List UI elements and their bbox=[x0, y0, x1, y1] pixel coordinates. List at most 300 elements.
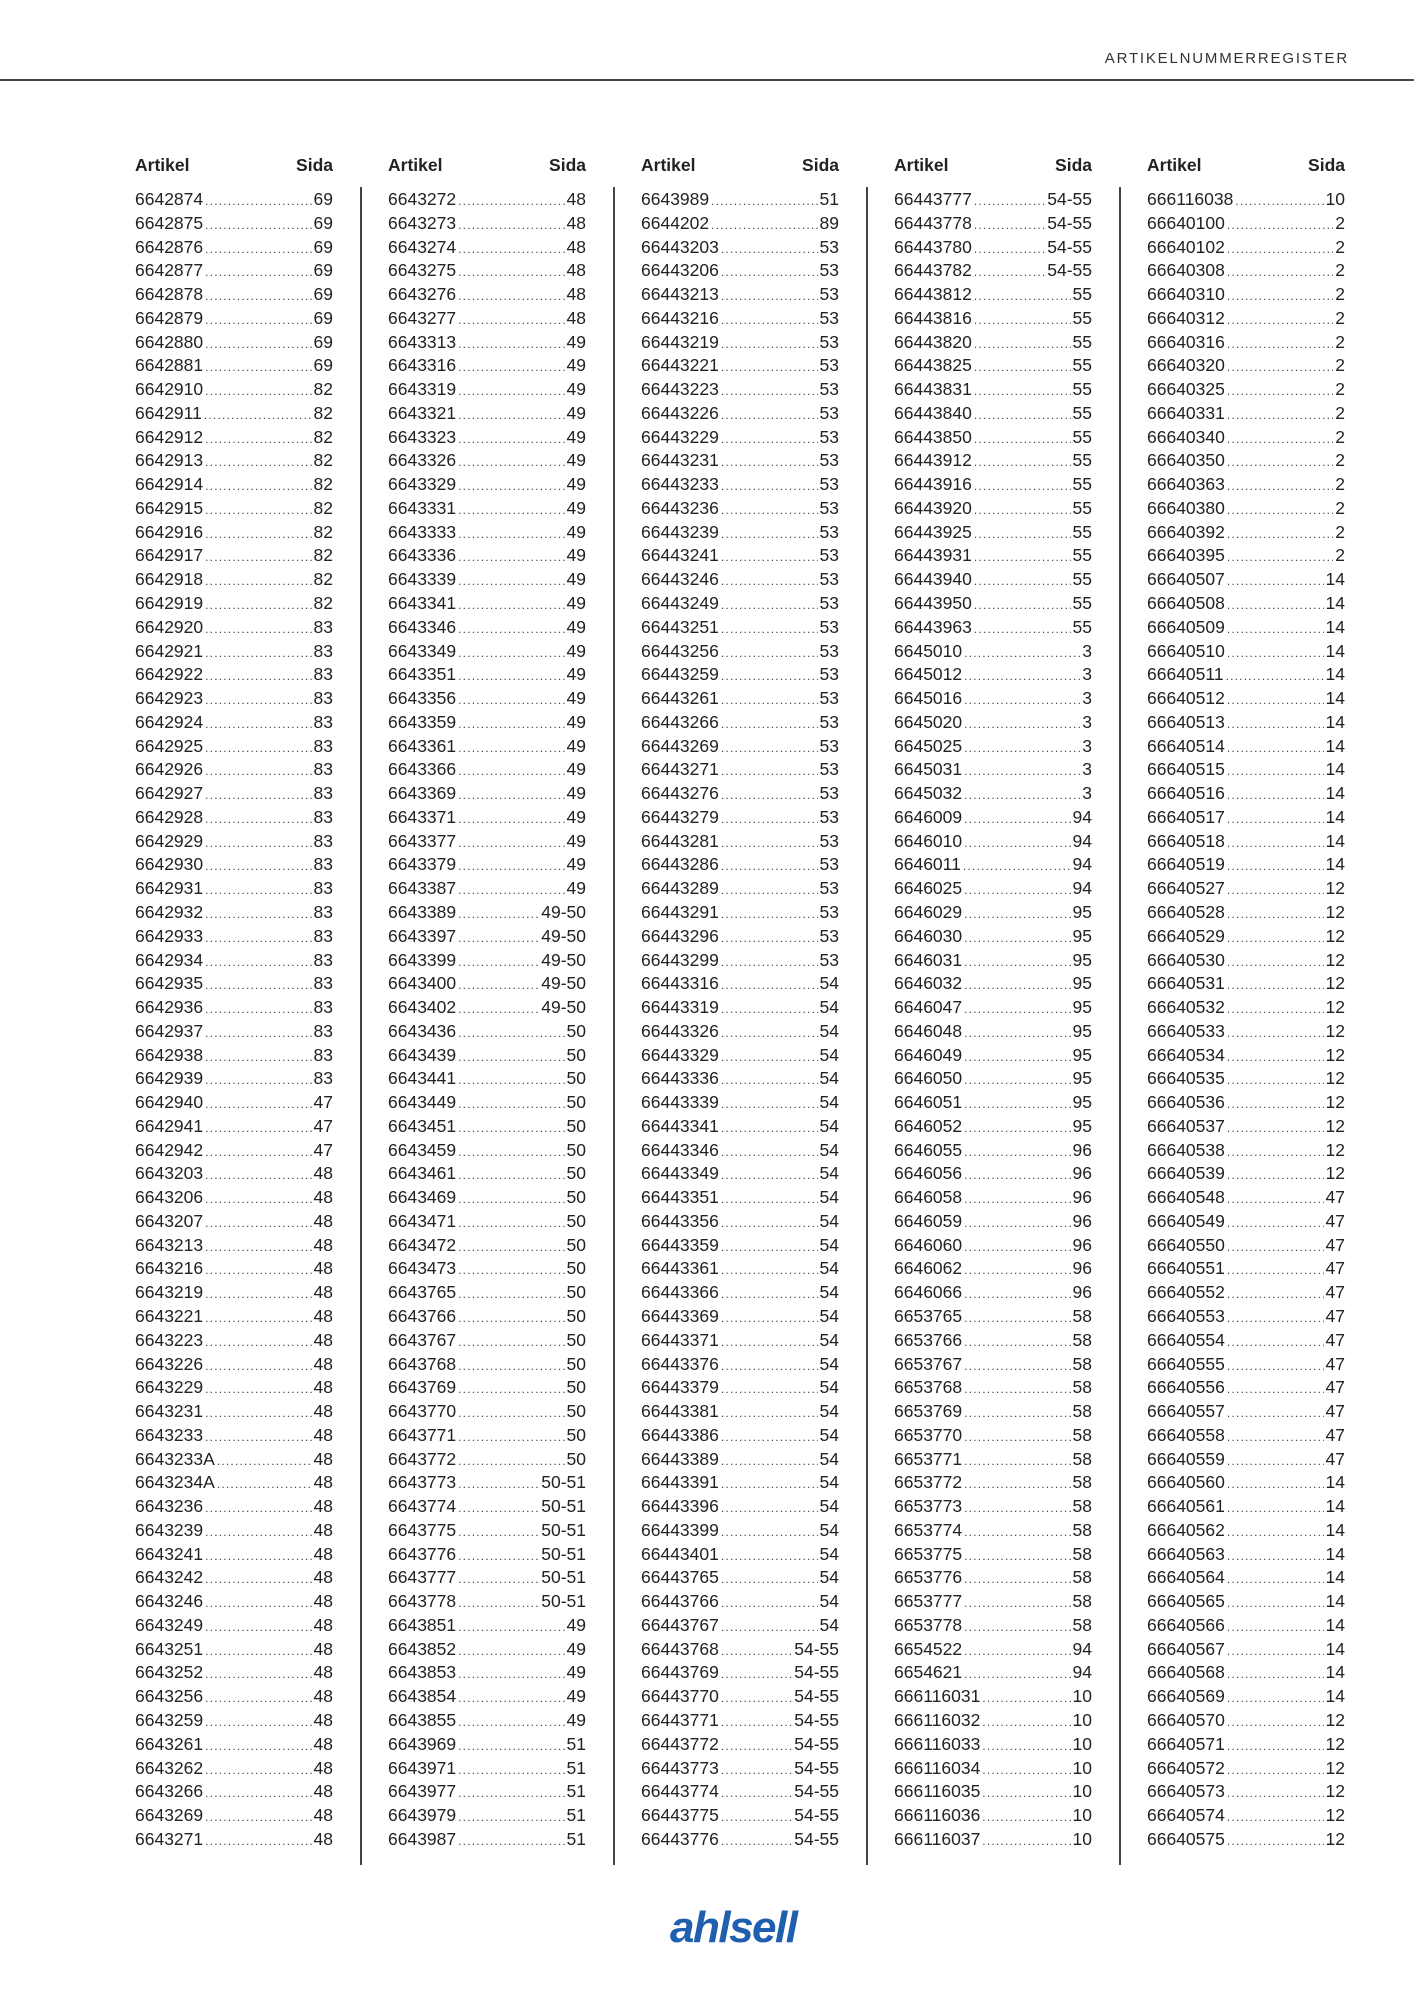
article-number: 66443359 bbox=[641, 1234, 719, 1255]
page-number: 2 bbox=[1335, 355, 1345, 376]
index-row bbox=[388, 378, 586, 402]
index-row bbox=[135, 354, 333, 378]
index-row bbox=[388, 806, 586, 830]
article-number: 666116033 bbox=[894, 1733, 981, 1754]
dot-leader bbox=[205, 285, 311, 309]
article-number: 66443775 bbox=[641, 1805, 719, 1826]
article-number: 66443391 bbox=[641, 1472, 719, 1493]
page-number: 54 bbox=[819, 1329, 839, 1350]
dot-leader bbox=[721, 499, 818, 523]
dot-leader bbox=[205, 1022, 311, 1046]
page-number: 53 bbox=[819, 854, 839, 875]
page-number: 54 bbox=[819, 1519, 839, 1540]
page-number: 54 bbox=[819, 1353, 839, 1374]
page-number: 51 bbox=[566, 1828, 586, 1849]
dot-leader bbox=[458, 1402, 564, 1426]
article-number: 66640320 bbox=[1147, 355, 1225, 376]
index-row bbox=[135, 1709, 333, 1733]
index-row bbox=[135, 1067, 333, 1091]
page-number: 53 bbox=[819, 474, 839, 495]
dot-leader bbox=[458, 879, 564, 903]
index-row bbox=[1147, 806, 1345, 830]
index-row bbox=[388, 1162, 586, 1186]
index-row bbox=[135, 1139, 333, 1163]
dot-leader bbox=[721, 1046, 818, 1070]
article-number: 6643399 bbox=[388, 949, 457, 970]
article-number: 6643472 bbox=[388, 1234, 457, 1255]
index-row bbox=[135, 1162, 333, 1186]
article-number: 66443765 bbox=[641, 1567, 719, 1588]
dot-leader bbox=[964, 1592, 1070, 1616]
article-number: 66443289 bbox=[641, 878, 719, 899]
dot-leader bbox=[721, 808, 818, 832]
article-number: 66443276 bbox=[641, 783, 719, 804]
index-row bbox=[641, 1661, 839, 1685]
article-number: 66443812 bbox=[894, 284, 972, 305]
article-number: 66640509 bbox=[1147, 616, 1225, 637]
index-row bbox=[388, 972, 586, 996]
article-number: 66443925 bbox=[894, 521, 972, 542]
page-number: 83 bbox=[313, 1044, 333, 1065]
page-number: 54 bbox=[819, 1163, 839, 1184]
dot-leader bbox=[205, 737, 311, 761]
article-number: 6653768 bbox=[894, 1377, 963, 1398]
index-row bbox=[641, 1685, 839, 1709]
page-number: 55 bbox=[1072, 569, 1092, 590]
page-number: 55 bbox=[1072, 474, 1092, 495]
dot-leader bbox=[721, 879, 818, 903]
dot-leader bbox=[721, 570, 818, 594]
article-number: 6643331 bbox=[388, 497, 457, 518]
index-row bbox=[388, 1780, 586, 1804]
index-row bbox=[894, 1828, 1092, 1852]
dot-leader bbox=[1227, 689, 1324, 713]
index-row bbox=[135, 188, 333, 212]
dot-leader bbox=[458, 1663, 564, 1687]
article-number: 66443269 bbox=[641, 735, 719, 756]
index-row bbox=[1147, 1091, 1345, 1115]
dot-leader bbox=[964, 1355, 1070, 1379]
index-row bbox=[135, 901, 333, 925]
article-number: 66443223 bbox=[641, 379, 719, 400]
dot-leader bbox=[458, 546, 564, 570]
index-row bbox=[135, 1020, 333, 1044]
page-number: 14 bbox=[1325, 616, 1345, 637]
article-number: 6643854 bbox=[388, 1686, 457, 1707]
page-number: 54 bbox=[819, 1068, 839, 1089]
column-header bbox=[894, 155, 1092, 188]
index-row bbox=[135, 1495, 333, 1519]
index-row bbox=[641, 1281, 839, 1305]
index-row bbox=[641, 1804, 839, 1828]
dot-leader bbox=[1227, 1093, 1324, 1117]
article-number: 66640530 bbox=[1147, 949, 1225, 970]
dot-leader bbox=[721, 1473, 818, 1497]
index-row bbox=[894, 1044, 1092, 1068]
dot-leader bbox=[974, 546, 1071, 570]
page-number: 49 bbox=[566, 640, 586, 661]
page-number: 58 bbox=[1072, 1305, 1092, 1326]
article-number: 66640514 bbox=[1147, 735, 1225, 756]
index-row bbox=[388, 1257, 586, 1281]
article-number: 66640559 bbox=[1147, 1448, 1225, 1469]
page-number: 2 bbox=[1335, 307, 1345, 328]
dot-leader bbox=[721, 1141, 818, 1165]
article-number: 66640553 bbox=[1147, 1305, 1225, 1326]
dot-leader bbox=[1227, 1545, 1324, 1569]
index-row bbox=[388, 830, 586, 854]
index-row bbox=[1147, 735, 1345, 759]
page-number: 54-55 bbox=[794, 1805, 839, 1826]
dot-leader bbox=[964, 760, 1080, 784]
index-row bbox=[894, 1543, 1092, 1567]
dot-leader bbox=[1227, 1426, 1324, 1450]
page-number: 48 bbox=[313, 1305, 333, 1326]
article-number: 66443777 bbox=[894, 189, 972, 209]
page-number: 82 bbox=[313, 474, 333, 495]
page-number: 14 bbox=[1325, 1567, 1345, 1588]
dot-leader bbox=[458, 1426, 564, 1450]
article-number: 66640527 bbox=[1147, 878, 1225, 899]
page-number: 69 bbox=[313, 331, 333, 352]
index-row bbox=[641, 592, 839, 616]
index-row bbox=[894, 212, 1092, 236]
dot-leader bbox=[458, 689, 564, 713]
dot-leader bbox=[205, 1093, 311, 1117]
index-row bbox=[135, 1757, 333, 1781]
page-number: 54 bbox=[819, 1258, 839, 1279]
dot-leader bbox=[964, 951, 1070, 975]
index-row bbox=[1147, 782, 1345, 806]
index-column-4 bbox=[894, 155, 1092, 1852]
index-row bbox=[1147, 925, 1345, 949]
dot-leader bbox=[964, 974, 1070, 998]
dot-leader bbox=[721, 998, 818, 1022]
article-number: 6642910 bbox=[135, 379, 204, 400]
article-number: 6643441 bbox=[388, 1068, 457, 1089]
index-row bbox=[388, 259, 586, 283]
index-row bbox=[1147, 1448, 1345, 1472]
page-number: 2 bbox=[1335, 474, 1345, 495]
article-number: 66640556 bbox=[1147, 1377, 1225, 1398]
page-number: 83 bbox=[313, 688, 333, 709]
ahlsell-logo: ahlsell bbox=[670, 1903, 797, 1952]
index-row bbox=[1147, 1257, 1345, 1281]
dot-leader bbox=[205, 998, 311, 1022]
page-number: 50-51 bbox=[541, 1567, 586, 1588]
dot-leader bbox=[1227, 1687, 1324, 1711]
article-number: 6646059 bbox=[894, 1210, 963, 1231]
index-row bbox=[894, 1067, 1092, 1091]
article-number: 6653774 bbox=[894, 1519, 963, 1540]
dot-leader bbox=[974, 356, 1071, 380]
index-row bbox=[1147, 521, 1345, 545]
index-row bbox=[641, 1067, 839, 1091]
article-number: 66443831 bbox=[894, 379, 972, 400]
dot-leader bbox=[458, 356, 564, 380]
article-number: 66640363 bbox=[1147, 474, 1225, 495]
dot-leader bbox=[205, 713, 311, 737]
article-number: 6643777 bbox=[388, 1567, 457, 1588]
article-number: 66640538 bbox=[1147, 1139, 1225, 1160]
index-row bbox=[388, 1186, 586, 1210]
index-row bbox=[135, 1400, 333, 1424]
page-number: 96 bbox=[1072, 1234, 1092, 1255]
article-number: 6643768 bbox=[388, 1353, 457, 1374]
dot-leader bbox=[458, 951, 539, 975]
article-number: 66640551 bbox=[1147, 1258, 1225, 1279]
index-row bbox=[135, 497, 333, 521]
index-row bbox=[894, 1685, 1092, 1709]
page-number: 83 bbox=[313, 759, 333, 780]
article-number: 6645031 bbox=[894, 759, 963, 780]
article-number: 66443950 bbox=[894, 593, 972, 614]
article-number: 6643449 bbox=[388, 1092, 457, 1113]
page-number: 49 bbox=[566, 878, 586, 899]
column-header-artikel: Artikel bbox=[894, 155, 949, 175]
page-number: 53 bbox=[819, 284, 839, 305]
article-number: 6643233A bbox=[135, 1448, 215, 1469]
dot-leader bbox=[974, 451, 1071, 475]
index-row bbox=[388, 925, 586, 949]
index-row bbox=[135, 1685, 333, 1709]
page-number: 49 bbox=[566, 379, 586, 400]
index-row bbox=[388, 188, 586, 212]
dot-leader bbox=[205, 261, 311, 285]
dot-leader bbox=[458, 451, 564, 475]
article-number: 6642875 bbox=[135, 212, 204, 233]
page-number: 53 bbox=[819, 616, 839, 637]
article-number: 6653772 bbox=[894, 1472, 963, 1493]
index-row bbox=[388, 283, 586, 307]
index-row bbox=[894, 1733, 1092, 1757]
dot-leader bbox=[1227, 1616, 1324, 1640]
article-number: 666116038 bbox=[1147, 189, 1234, 209]
index-row bbox=[135, 331, 333, 355]
dot-leader bbox=[1227, 1711, 1324, 1735]
article-number: 66443379 bbox=[641, 1377, 719, 1398]
article-number: 66443769 bbox=[641, 1662, 719, 1683]
index-row bbox=[1147, 1566, 1345, 1590]
page-number: 49-50 bbox=[541, 901, 586, 922]
article-number: 6642879 bbox=[135, 307, 204, 328]
index-row bbox=[135, 378, 333, 402]
page-number: 50 bbox=[566, 1210, 586, 1231]
article-number: 66640529 bbox=[1147, 925, 1225, 946]
article-number: 6643313 bbox=[388, 331, 457, 352]
index-row bbox=[388, 877, 586, 901]
dot-leader bbox=[964, 713, 1080, 737]
page-number: 54 bbox=[819, 1187, 839, 1208]
page-number: 49 bbox=[566, 1710, 586, 1730]
page-number: 96 bbox=[1072, 1139, 1092, 1160]
page-number: 14 bbox=[1325, 1519, 1345, 1540]
page-number: 47 bbox=[1325, 1234, 1345, 1255]
dot-leader bbox=[964, 832, 1070, 856]
index-row bbox=[388, 1353, 586, 1377]
index-row bbox=[894, 1305, 1092, 1329]
dot-leader bbox=[721, 974, 818, 998]
page-number: 50 bbox=[566, 1068, 586, 1089]
dot-leader bbox=[458, 1378, 564, 1402]
article-number: 6643223 bbox=[135, 1329, 204, 1350]
article-number: 6643776 bbox=[388, 1543, 457, 1564]
article-number: 6653765 bbox=[894, 1305, 963, 1326]
page-number: 54-55 bbox=[794, 1710, 839, 1730]
article-number: 6643269 bbox=[135, 1805, 204, 1826]
page-number: 48 bbox=[313, 1662, 333, 1683]
article-number: 6643273 bbox=[388, 212, 457, 233]
column-header bbox=[641, 155, 839, 188]
article-number: 6642913 bbox=[135, 450, 204, 471]
article-number: 6646060 bbox=[894, 1234, 963, 1255]
index-row bbox=[641, 1257, 839, 1281]
index-row bbox=[641, 782, 839, 806]
article-number: 6643221 bbox=[135, 1305, 204, 1326]
article-number: 66640565 bbox=[1147, 1591, 1225, 1612]
article-number: 66443766 bbox=[641, 1591, 719, 1612]
article-number: 66443361 bbox=[641, 1258, 719, 1279]
dot-leader bbox=[458, 1307, 564, 1331]
page-number: 12 bbox=[1325, 1163, 1345, 1184]
article-number: 6643766 bbox=[388, 1305, 457, 1326]
index-row bbox=[1147, 497, 1345, 521]
index-row bbox=[894, 830, 1092, 854]
page-number: 10 bbox=[1072, 1733, 1092, 1754]
index-row bbox=[1147, 1495, 1345, 1519]
article-number: 66443366 bbox=[641, 1282, 719, 1303]
page-number: 51 bbox=[819, 189, 839, 209]
article-number: 6643336 bbox=[388, 545, 457, 566]
index-row bbox=[641, 188, 839, 212]
index-row bbox=[135, 236, 333, 260]
index-row bbox=[894, 853, 1092, 877]
article-number: 6643359 bbox=[388, 711, 457, 732]
dot-leader bbox=[205, 1236, 311, 1260]
dot-leader bbox=[982, 1711, 1070, 1735]
dot-leader bbox=[1227, 1259, 1324, 1283]
page-number: 82 bbox=[313, 426, 333, 447]
dot-leader bbox=[974, 309, 1071, 333]
article-number: 66443326 bbox=[641, 1020, 719, 1041]
article-number: 6646011 bbox=[894, 854, 961, 875]
index-row bbox=[641, 1091, 839, 1115]
article-number: 6646058 bbox=[894, 1187, 963, 1208]
article-number: 6643774 bbox=[388, 1496, 457, 1517]
index-row bbox=[1147, 1186, 1345, 1210]
index-row bbox=[388, 544, 586, 568]
dot-leader bbox=[458, 261, 564, 285]
dot-leader bbox=[1227, 855, 1324, 879]
index-row bbox=[135, 735, 333, 759]
article-number: 66640100 bbox=[1147, 212, 1225, 233]
page-number: 14 bbox=[1325, 1543, 1345, 1564]
index-row bbox=[641, 1400, 839, 1424]
dot-leader bbox=[1227, 808, 1324, 832]
article-number: 6643203 bbox=[135, 1163, 204, 1184]
article-number: 6642921 bbox=[135, 640, 204, 661]
dot-leader bbox=[458, 1759, 564, 1783]
article-number: 6646025 bbox=[894, 878, 963, 899]
page-number: 58 bbox=[1072, 1377, 1092, 1398]
article-number: 66443771 bbox=[641, 1710, 719, 1730]
article-number: 66443816 bbox=[894, 307, 972, 328]
article-number: 66640557 bbox=[1147, 1401, 1225, 1422]
dot-leader bbox=[205, 689, 311, 713]
dot-leader bbox=[458, 380, 564, 404]
index-row bbox=[894, 307, 1092, 331]
page-number: 96 bbox=[1072, 1282, 1092, 1303]
index-row bbox=[641, 1519, 839, 1543]
dot-leader bbox=[1227, 1640, 1324, 1664]
page-number: 48 bbox=[566, 260, 586, 281]
dot-leader bbox=[458, 1236, 564, 1260]
page-number: 50 bbox=[566, 1353, 586, 1374]
page-number: 53 bbox=[819, 450, 839, 471]
index-row bbox=[388, 1091, 586, 1115]
page-number: 47 bbox=[313, 1092, 333, 1113]
page-number: 48 bbox=[313, 1448, 333, 1469]
dot-leader bbox=[205, 451, 311, 475]
page-number: 53 bbox=[819, 878, 839, 899]
dot-leader bbox=[458, 1188, 564, 1212]
article-number: 66443782 bbox=[894, 260, 972, 281]
dot-leader bbox=[721, 855, 818, 879]
page-number: 58 bbox=[1072, 1543, 1092, 1564]
article-number: 6643274 bbox=[388, 236, 457, 257]
page-number: 53 bbox=[819, 711, 839, 732]
page-number: 95 bbox=[1072, 997, 1092, 1018]
index-row bbox=[135, 402, 333, 426]
dot-leader bbox=[974, 428, 1071, 452]
article-number: 66443329 bbox=[641, 1044, 719, 1065]
dot-leader bbox=[1227, 309, 1333, 333]
article-number: 66640325 bbox=[1147, 379, 1225, 400]
article-number: 66640549 bbox=[1147, 1210, 1225, 1231]
article-number: 66443773 bbox=[641, 1757, 719, 1778]
index-row bbox=[894, 1661, 1092, 1685]
article-number: 6643459 bbox=[388, 1139, 457, 1160]
page-number: 47 bbox=[1325, 1401, 1345, 1422]
page-number: 53 bbox=[819, 569, 839, 590]
index-row bbox=[135, 212, 333, 236]
index-row bbox=[894, 949, 1092, 973]
page-number: 54 bbox=[819, 1614, 839, 1635]
dot-leader bbox=[458, 1283, 564, 1307]
page-number: 50-51 bbox=[541, 1472, 586, 1493]
page-number: 83 bbox=[313, 1020, 333, 1041]
article-number: 6643770 bbox=[388, 1401, 457, 1422]
article-number: 6643236 bbox=[135, 1496, 204, 1517]
article-number: 66443256 bbox=[641, 640, 719, 661]
dot-leader bbox=[1227, 1046, 1324, 1070]
article-number: 66443259 bbox=[641, 664, 719, 685]
page-number: 58 bbox=[1072, 1591, 1092, 1612]
index-row bbox=[641, 806, 839, 830]
page-number: 14 bbox=[1325, 711, 1345, 732]
index-row bbox=[1147, 1757, 1345, 1781]
page-number: 12 bbox=[1325, 997, 1345, 1018]
column-header-sida: Sida bbox=[1055, 155, 1092, 175]
dot-leader bbox=[205, 1782, 311, 1806]
page-number: 82 bbox=[313, 569, 333, 590]
dot-leader bbox=[721, 428, 818, 452]
index-row bbox=[641, 1448, 839, 1472]
dot-leader bbox=[1227, 1521, 1324, 1545]
index-row bbox=[894, 1162, 1092, 1186]
article-number: 6643239 bbox=[135, 1519, 204, 1540]
index-row bbox=[1147, 1139, 1345, 1163]
